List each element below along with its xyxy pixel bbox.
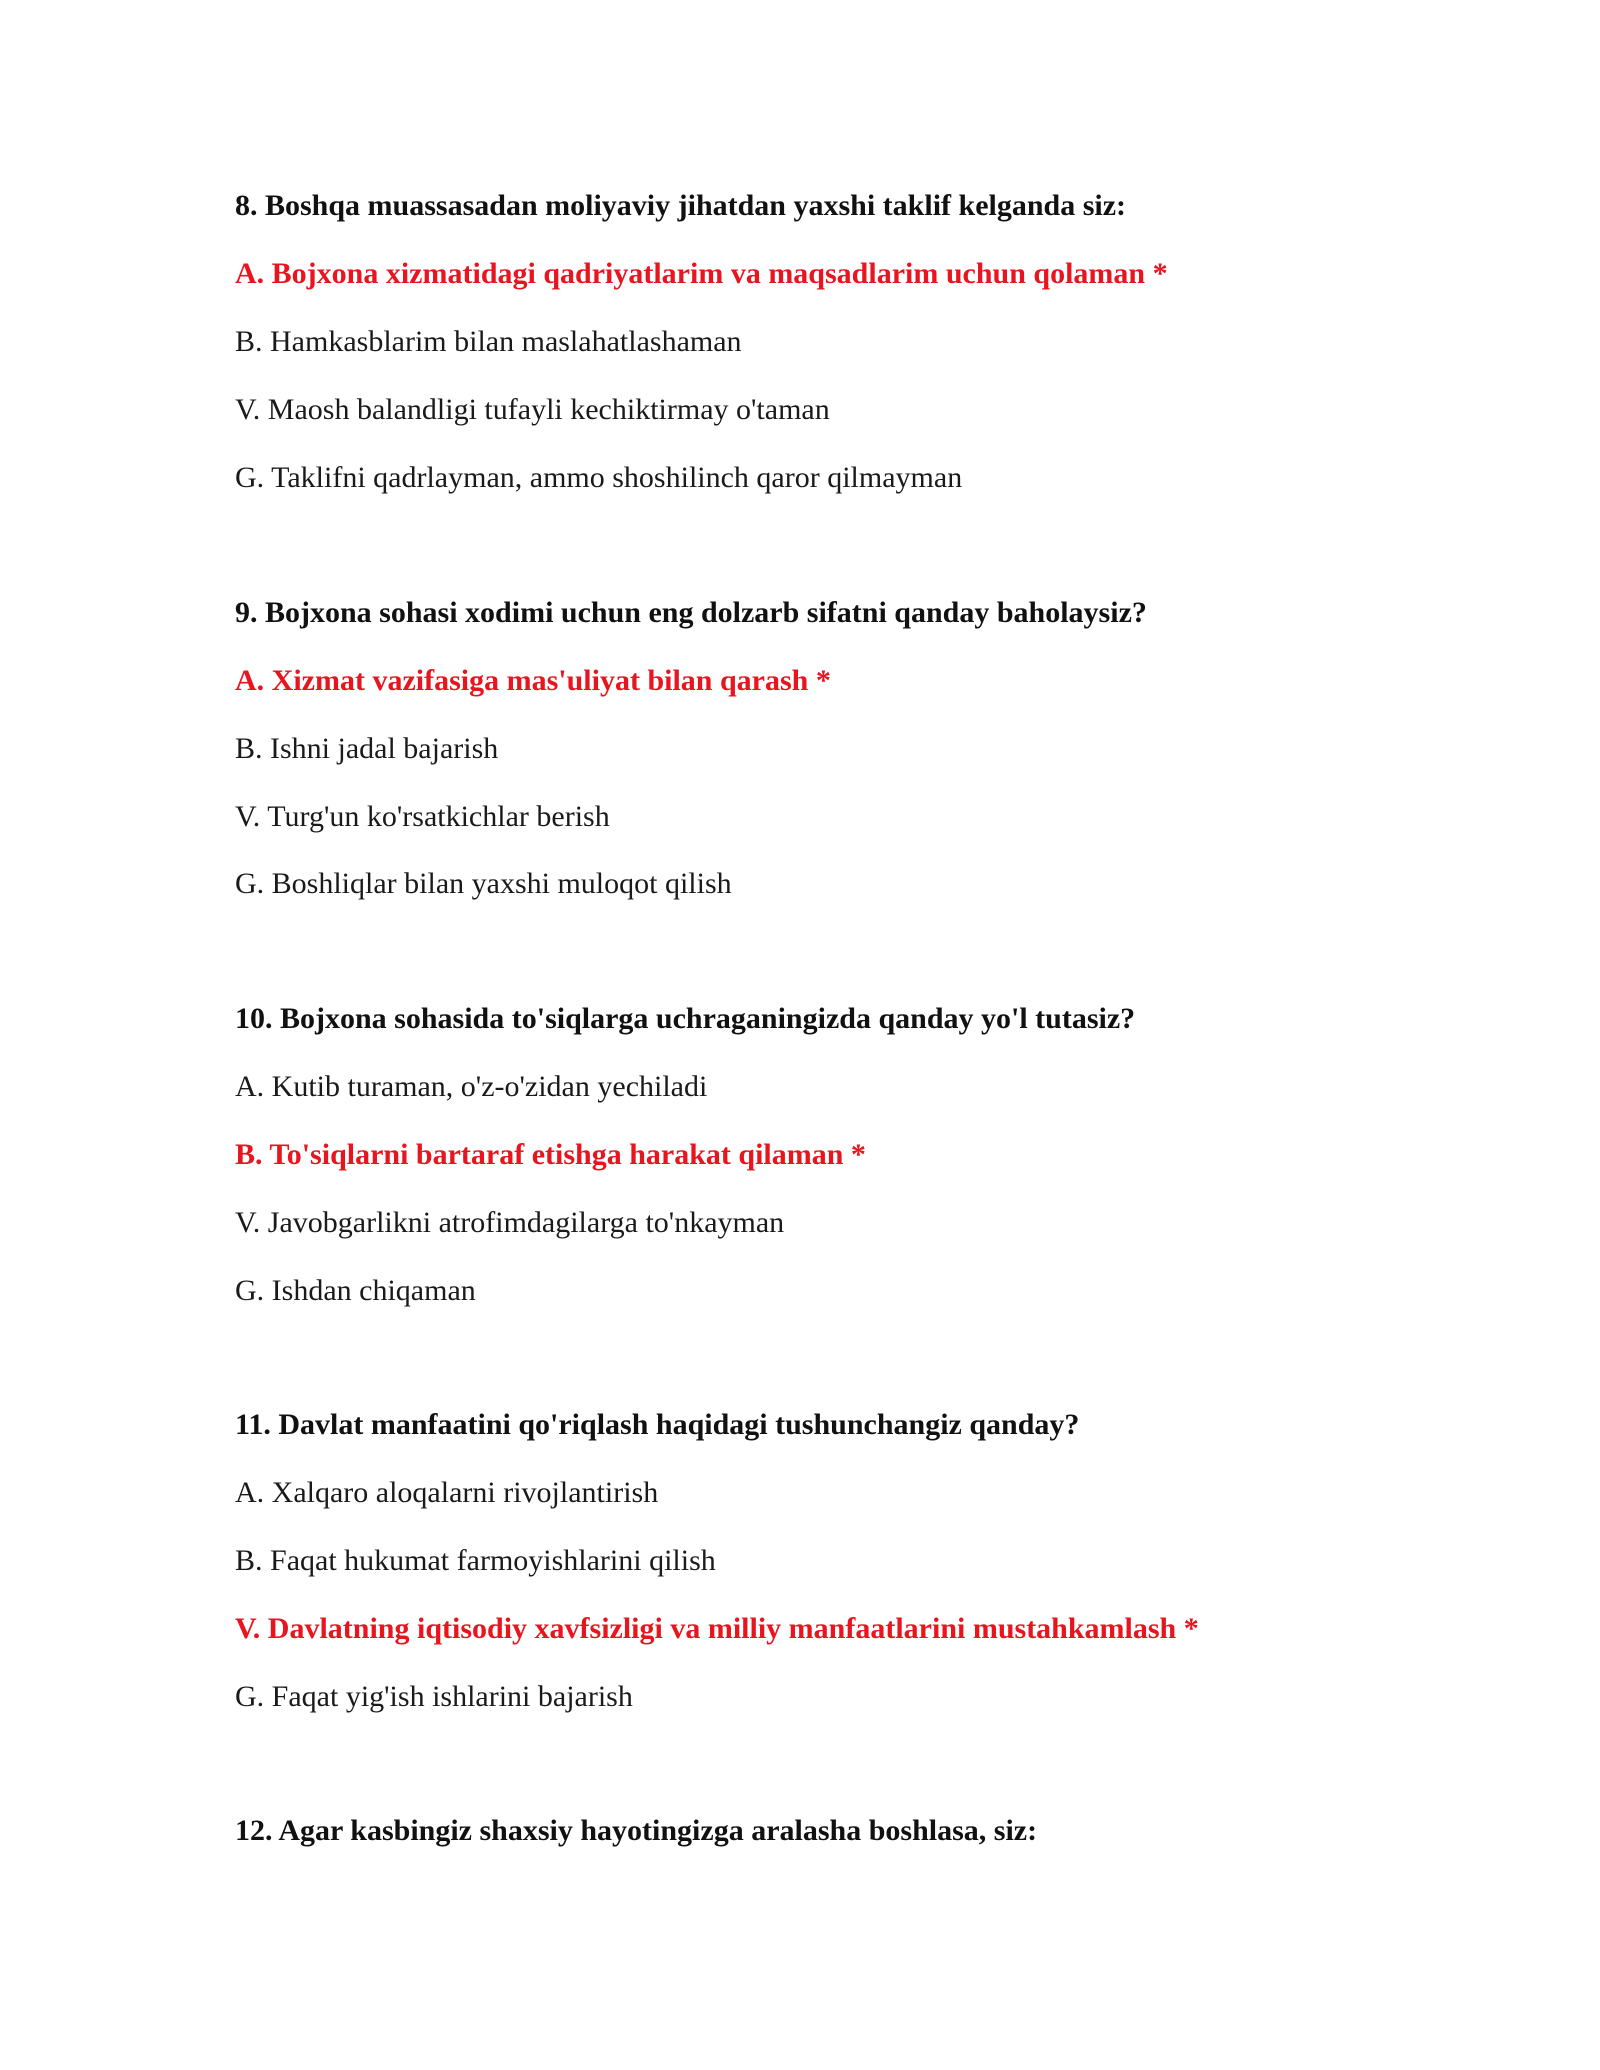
question-9-option-a: A. Xizmat vazifasiga mas'uliyat bilan qarash * <box>235 664 831 697</box>
question-8-option-v: V. Maosh balandligi tufayli kechiktirmay o'taman <box>235 393 830 426</box>
question-8: 8. Boshqa muassasadan moliyaviy jihatdan yaxshi taklif kelganda siz: <box>235 189 1127 222</box>
question-8-option-b: B. Hamkasblarim bilan maslahatlashaman <box>235 325 742 358</box>
question-9-option-v: V. Turg'un ko'rsatkichlar berish <box>235 800 610 833</box>
question-10-option-b: B. To'siqlarni bartaraf etishga harakat qilaman * <box>235 1138 866 1171</box>
question-10-option-v: V. Javobgarlikni atrofimdagilarga to'nkayman <box>235 1206 785 1239</box>
question-10-option-a: A. Kutib turaman, o'z-o'zidan yechiladi <box>235 1070 708 1103</box>
question-11-option-v: V. Davlatning iqtisodiy xavfsizligi va milliy manfaatlarini mustahkamlash * <box>235 1612 1199 1645</box>
question-9-option-b: B. Ishni jadal bajarish <box>235 732 499 765</box>
question-11-option-b: B. Faqat hukumat farmoyishlarini qilish <box>235 1544 716 1577</box>
question-12: 12. Agar kasbingiz shaxsiy hayotingizga aralasha boshlasa, siz: <box>235 1814 1038 1847</box>
question-9: 9. Bojxona sohasi xodimi uchun eng dolzarb sifatni qanday baholaysiz? <box>235 596 1147 629</box>
question-10: 10. Bojxona sohasida to'siqlarga uchraganingizda qanday yo'l tutasiz? <box>235 1002 1136 1035</box>
question-11: 11. Davlat manfaatini qo'riqlash haqidagi tushunchangiz qanday? <box>235 1408 1080 1441</box>
question-8-option-a: A. Bojxona xizmatidagi qadriyatlarim va maqsadlarim uchun qolaman * <box>235 257 1168 290</box>
question-10-option-g: G. Ishdan chiqaman <box>235 1274 476 1307</box>
question-11-option-g: G. Faqat yig'ish ishlarini bajarish <box>235 1680 633 1713</box>
question-11-option-a: A. Xalqaro aloqalarni rivojlantirish <box>235 1476 659 1509</box>
question-9-option-g: G. Boshliqlar bilan yaxshi muloqot qilish <box>235 867 732 900</box>
question-8-option-g: G. Taklifni qadrlayman, ammo shoshilinch qaror qilmayman <box>235 461 963 494</box>
